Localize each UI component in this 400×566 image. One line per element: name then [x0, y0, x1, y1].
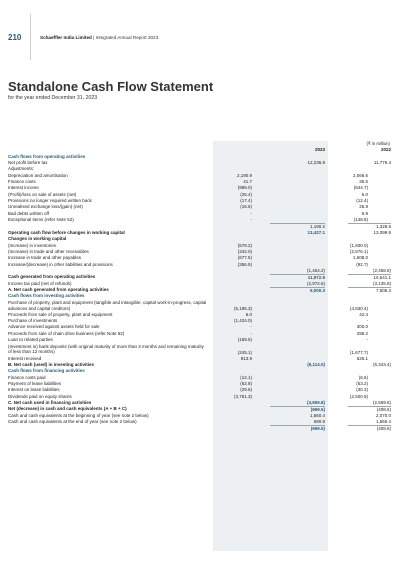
row-label: Exceptional items (refer Note 52): [8, 217, 74, 223]
row-value-col1: -: [250, 324, 252, 330]
row-label: Operating cash flow before changes in working capital: [8, 229, 125, 235]
row-value-col3: 296.2: [356, 330, 368, 336]
row-label: Purchase of investments: [8, 318, 58, 324]
row-value-col2: 11,972.9: [270, 274, 325, 281]
row-value-col4: 10,641.1: [348, 274, 391, 281]
row-label: Cash flows from financing activities: [8, 368, 85, 374]
row-label: Cash flows from investing activities: [8, 293, 85, 299]
header-separator: |: [93, 35, 96, 40]
row-label: Increase/(decrease) in other liabilities and provisions: [8, 261, 113, 267]
table-body: [8, 154, 392, 432]
row-value-col1: (17.4): [240, 198, 252, 204]
row-label: Income tax paid (net of refunds): [8, 280, 72, 286]
row-value-col2: (969.5): [270, 406, 325, 413]
row-value-col1: (169.5): [237, 337, 252, 343]
row-value-col1: -: [250, 330, 252, 336]
previous-year-header: 2022: [380, 147, 391, 153]
header-text: [40, 35, 158, 40]
row-value-col4: 13,099.9: [373, 229, 391, 235]
row-value-col3: 5.9: [361, 210, 368, 216]
row-label: Proceeds from sale of property, plant and equipment: [8, 311, 113, 317]
row-value-col2: 1,190.2: [270, 223, 325, 230]
row-value-col4: 7,505.3: [348, 287, 391, 294]
row-label: Net profit before tax: [8, 160, 48, 166]
row-label: C. Net cash used in financing activities: [8, 400, 92, 406]
row-value-col4: 1,328.5: [348, 223, 391, 230]
row-value-col1: (3,751.3): [233, 393, 252, 399]
row-label: (Profit)/loss on sale of assets (net): [8, 191, 77, 197]
current-year-header: 2023: [314, 147, 325, 153]
row-value-col2: (6,114.0): [307, 362, 325, 368]
row-value-col3: (644.7): [353, 185, 368, 191]
row-label: Cash generated from operating activities: [8, 274, 96, 280]
row-label: Cash and cash equivalents at the beginning of year (see note 2 below): [8, 412, 149, 418]
row-value-col3: 42.4: [359, 311, 368, 317]
company-name: Schaeffler India Limited: [40, 35, 92, 40]
row-value-col4: (3,135.8): [372, 280, 391, 286]
row-label: Interest on lease liabilities: [8, 387, 60, 393]
row-label: Payment of lease liabilities: [8, 381, 62, 387]
row-label: Interest received: [8, 355, 42, 361]
report-name: Integrated Annual Report 2023: [95, 35, 159, 40]
table-row: [8, 344, 392, 356]
row-label: Advance received against assets held for sale: [8, 324, 100, 330]
row-value-col2: 9,000.3: [270, 287, 325, 294]
row-value-col2: (3,855.8): [306, 400, 325, 406]
row-value-col1: (25.4): [240, 191, 252, 197]
row-value-col1: (12.1): [240, 374, 252, 380]
row-label: Bad debts written off: [8, 210, 49, 216]
row-label: Net (decrease) in cash and cash equivalents (A + B + C): [8, 406, 127, 412]
row-label: Purchase of property, plant and equipment (tangible and intangible, capital work-in-progress, capital advances and capital creditors): [8, 299, 207, 311]
units-label: (₹ in million): [366, 141, 390, 146]
row-value-col3: (2,500.8): [349, 393, 368, 399]
row-value-col1: (678.2): [237, 242, 252, 248]
page-header: [0, 0, 400, 60]
row-value-col3: (30.3): [356, 387, 368, 393]
row-value-col3: (4,830.4): [349, 305, 368, 311]
row-value-col2: 12,236.9: [307, 160, 325, 166]
table-row: [8, 300, 392, 312]
row-value-col4: 11,776.4: [373, 160, 391, 166]
row-label: A. Net cash generated from operating activities: [8, 286, 109, 292]
row-label: Increase in trade and other payables: [8, 255, 82, 261]
row-label: (Increase) in trade and other receivables: [8, 248, 89, 254]
row-value-col1: (989.0): [237, 185, 252, 191]
row-label: Depreciation and amortisation: [8, 172, 68, 178]
row-value-col3: -: [366, 337, 368, 343]
row-value-col3: (1,600.0): [349, 242, 368, 248]
row-value-col1: -: [250, 210, 252, 216]
row-value-col1: (245.1): [237, 349, 252, 355]
row-value-col2: (969.5): [270, 425, 325, 432]
row-label: Loan to related parties: [8, 337, 53, 343]
row-value-col3: (1,677.7): [349, 349, 368, 355]
row-value-col1: (677.5): [237, 255, 252, 261]
row-value-col2: (1,454.2): [306, 267, 325, 273]
cash-flow-table: [8, 141, 392, 432]
row-value-col1: 913.9: [240, 355, 252, 361]
row-value-col1: -: [250, 217, 252, 223]
row-value-col1: (1,424.0): [233, 318, 252, 324]
row-value-col1: 6.0: [245, 311, 252, 317]
row-value-col3: (2,576.1): [349, 248, 368, 254]
row-value-col4: (5,343.4): [372, 362, 391, 368]
row-label: (Increase) in inventories: [8, 242, 57, 248]
row-value-col3: 2,066.6: [352, 172, 368, 178]
row-value-col3: 1,608.0: [352, 255, 368, 261]
row-value-col3: 25.9: [359, 204, 368, 210]
row-value-col3: 35.5: [359, 179, 368, 185]
row-value-col3: (6.6): [358, 374, 368, 380]
page-number: 210: [8, 33, 22, 42]
row-label: Finance costs: [8, 179, 36, 185]
row-value-col3: -: [366, 318, 368, 324]
row-value-col4: 2,070.0: [375, 412, 391, 418]
row-label: Adjustments:: [8, 166, 35, 172]
row-label: Cash and cash equivalents at the end of year (see note 2 below): [8, 419, 137, 425]
row-label: Unrealised exchange loss/(gain) (net): [8, 204, 83, 210]
row-value-col1: (356.5): [237, 261, 252, 267]
row-value-col4: (2,458.8): [372, 267, 391, 273]
row-value-col3: (53.2): [356, 381, 368, 387]
row-value-col2: 1,660.4: [309, 412, 325, 418]
row-value-col1: 2,190.9: [236, 172, 252, 178]
row-label: B. Net cash (used) in investing activities: [8, 362, 95, 368]
row-value-col1: (29.6): [240, 387, 252, 393]
row-value-col2: 690.9: [313, 419, 325, 425]
row-label: Dividends paid on equity shares: [8, 393, 72, 399]
row-value-col2: 13,427.1: [307, 229, 325, 235]
row-value-col3: 300.0: [356, 324, 368, 330]
row-value-col3: (92.7): [356, 261, 368, 267]
row-label: (Investment in) bank deposits (with original maturity of more than 3 months and remaining maturity of less than 12 months): [8, 343, 204, 355]
row-value-col3: (148.8): [353, 217, 368, 223]
page-title: Standalone Cash Flow Statement: [8, 79, 214, 94]
header-divider: [30, 14, 31, 60]
table-row: [8, 425, 392, 431]
row-value-col4: (408.6): [348, 406, 391, 413]
row-value-col4: 1,660.4: [375, 419, 391, 425]
row-value-col4: (2,569.5): [372, 400, 391, 406]
row-value-col3: (12.4): [356, 198, 368, 204]
page-subtitle: for the year ended December 31, 2023: [8, 95, 98, 101]
row-label: Proceeds from sale of chain drive business (refer Note 52): [8, 330, 125, 336]
row-value-col2: (2,972.6): [306, 280, 325, 286]
row-label: Provisions no longer required written back: [8, 198, 92, 204]
row-label: Finance costs paid: [8, 374, 46, 380]
row-value-col1: (342.0): [237, 248, 252, 254]
row-label: Changes in working capital: [8, 236, 67, 242]
row-value-col3: 6.0: [361, 191, 368, 197]
row-value-col1: (5,195.3): [233, 305, 252, 311]
row-value-col3: 526.1: [356, 355, 368, 361]
row-value-col1: (16.6): [240, 204, 252, 210]
row-value-col4: (408.6): [348, 425, 391, 432]
row-value-col1: (62.8): [240, 381, 252, 387]
row-label: Interest income: [8, 185, 39, 191]
row-value-col1: 41.7: [243, 179, 252, 185]
row-label: Cash flows from operating activities: [8, 153, 86, 159]
